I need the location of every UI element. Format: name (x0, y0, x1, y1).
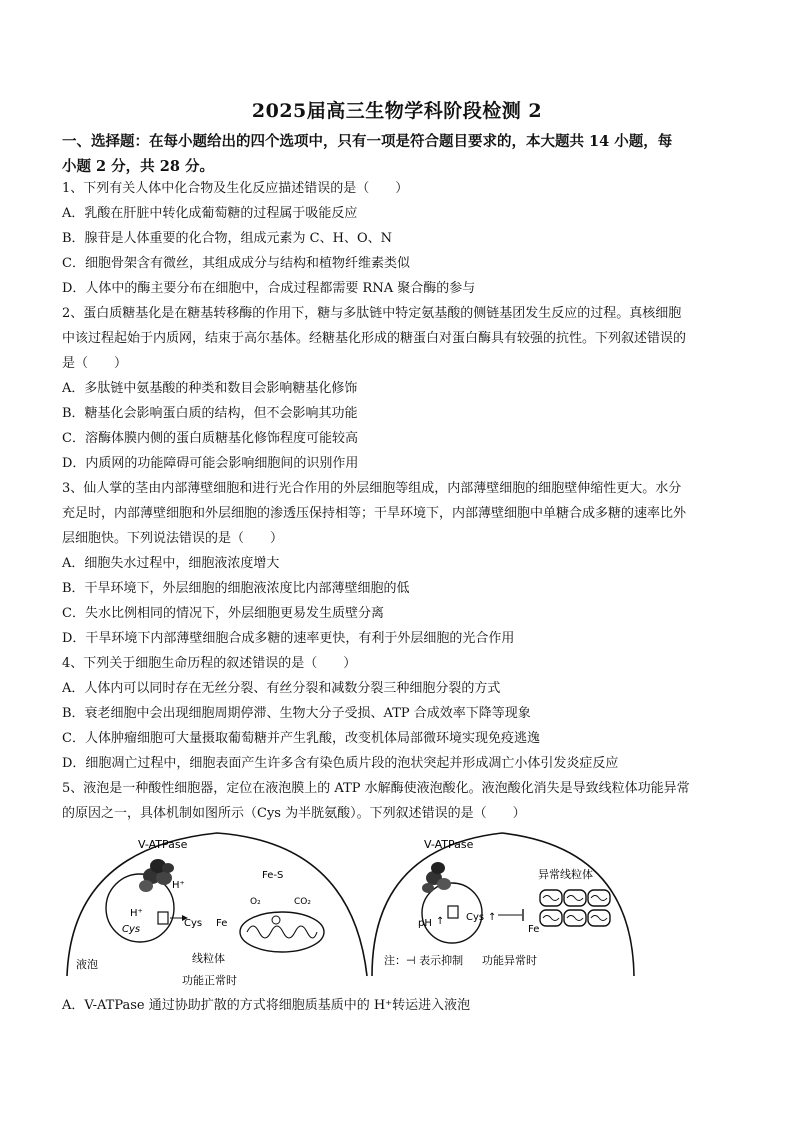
cys-label-right: Cys (466, 912, 485, 923)
q2-option-a: A．多肽链中氨基酸的种类和数目会影响糖基化修饰 (62, 381, 358, 396)
q4-option-d: D．细胞凋亡过程中，细胞表面产生许多含有染色质片段的泡状突起并形成凋亡小体引发炎症反应 (62, 756, 619, 771)
q3-stem-line2: 充足时，内部薄壁细胞和外层细胞的渗透压保持相等；干旱环境下，内部薄壁细胞中单糖合成多糖的速率比外 (62, 506, 687, 521)
fe-label-left: Fe (216, 918, 228, 929)
co2-label: CO₂ (294, 897, 311, 907)
section-heading-line1: 一、选择题：在每小题给出的四个选项中，只有一项是符合题目要求的，本大题共 14 小题，每 (62, 133, 673, 150)
ph-label: pH (418, 918, 432, 929)
vacuole-label: 液泡 (76, 958, 98, 971)
fe-label-right: Fe (528, 924, 540, 935)
cys-transporter-left (158, 912, 168, 924)
q2-stem-line3: 是（ ） (62, 356, 128, 371)
cys-transporter-right (448, 906, 458, 918)
panel-abnormal (372, 833, 634, 976)
q1-option-d: D．人体中的酶主要分布在细胞中，合成过程都需要 RNA 聚合酶的参与 (62, 281, 476, 296)
q1-option-c: C．细胞骨架含有微丝，其组成成分与结构和植物纤维素类似 (62, 256, 410, 271)
mitochondrion-icon (240, 912, 324, 952)
mitochondria-label: 线粒体 (192, 952, 225, 965)
q4-stem: 4、下列关于细胞生命历程的叙述错误的是（ ） (62, 656, 357, 671)
o2-label: O₂ (250, 897, 261, 907)
q3-stem-line3: 层细胞快。下列说法错误的是（ ） (62, 531, 284, 546)
section-heading-line2: 小题 2 分，共 28 分。 (62, 158, 214, 175)
v-atpase-label-right: V-ATPase (424, 838, 474, 851)
h-plus-outer-label: H⁺ (172, 880, 185, 891)
caption-abnormal: 功能异常时 (482, 954, 537, 967)
v-atpase-label-left: V-ATPase (138, 838, 188, 851)
abnormal-mitochondria-icon (540, 890, 610, 926)
cys-up-arrow-icon: ↑ (488, 912, 497, 923)
q3-option-b: B．干旱环境下，外层细胞的细胞液浓度比内部薄壁细胞的低 (62, 581, 410, 596)
q1-stem: 1、下列有关人体中化合物及生化反应描述错误的是（ ） (62, 181, 409, 196)
q2-stem-line1: 2、蛋白质糖基化是在糖基转移酶的作用下，糖与多肽链中特定氨基酸的侧链基团发生反应的过程。真核细胞 (62, 306, 682, 321)
q5-option-a: A．V-ATPase 通过协助扩散的方式将细胞质基质中的 H⁺转运进入液泡 (62, 998, 471, 1013)
q5-stem-line1: 5、液泡是一种酸性细胞器，定位在液泡膜上的 ATP 水解酶使液泡酸化。液泡酸化消失是导致线粒体功能异常 (62, 781, 690, 796)
vacuole-mitochondria-figure (62, 828, 642, 988)
q4-option-c: C．人体肿瘤细胞可大量摄取葡萄糖并产生乳酸，改变机体局部微环境实现免疫逃逸 (62, 731, 540, 746)
cys-outer-label: Cys (184, 918, 203, 929)
q1-option-b: B．腺苷是人体重要的化合物，组成元素为 C、H、O、N (62, 231, 393, 246)
q5-stem-line2: 的原因之一，具体机制如图所示（Cys 为半胱氨酸）。下列叙述错误的是（ ） (62, 806, 526, 821)
q3-option-d: D．干旱环境下内部薄壁细胞合成多糖的速率更快，有利于外层细胞的光合作用 (62, 631, 515, 646)
v-atpase-icon (422, 862, 451, 893)
q3-option-a: A．细胞失水过程中，细胞液浓度增大 (62, 556, 280, 571)
q2-option-d: D．内质网的功能障碍可能会影响细胞间的识别作用 (62, 456, 359, 471)
fes-label: Fe-S (262, 870, 284, 881)
q3-stem-line1: 3、仙人掌的茎由内部薄壁细胞和进行光合作用的外层细胞等组成，内部薄壁细胞的细胞壁伸缩性更大。水分 (62, 481, 682, 496)
abnormal-mito-label: 异常线粒体 (538, 868, 593, 881)
v-atpase-icon (139, 859, 174, 892)
panel-normal (67, 833, 367, 987)
q4-option-b: B．衰老细胞中会出现细胞周期停滞、生物大分子受损、ATP 合成效率下降等现象 (62, 706, 531, 721)
page-title: 2025届高三生物学科阶段检测 2 (251, 100, 543, 122)
inhibition-note: 注：⊣ 表示抑制 (384, 954, 464, 967)
q3-option-c: C．失水比例相同的情况下，外层细胞更易发生质壁分离 (62, 606, 384, 621)
cys-inner-label: Cys (122, 924, 141, 935)
ph-up-arrow-icon: ↑ (436, 916, 445, 927)
q1-option-a: A．乳酸在肝脏中转化成葡萄糖的过程属于吸能反应 (62, 206, 358, 221)
h-plus-inner-label: H⁺ (130, 908, 143, 919)
caption-normal: 功能正常时 (182, 974, 237, 987)
q2-option-b: B．糖基化会影响蛋白质的结构，但不会影响其功能 (62, 406, 358, 421)
q2-stem-line2: 中该过程起始于内质网，结束于高尔基体。经糖基化形成的糖蛋白对蛋白酶具有较强的抗性。下列叙述错误的 (62, 331, 687, 346)
q2-option-c: C．溶酶体膜内侧的蛋白质糖基化修饰程度可能较高 (62, 431, 358, 446)
q4-option-a: A．人体内可以同时存在无丝分裂、有丝分裂和减数分裂三种细胞分裂的方式 (62, 681, 501, 696)
